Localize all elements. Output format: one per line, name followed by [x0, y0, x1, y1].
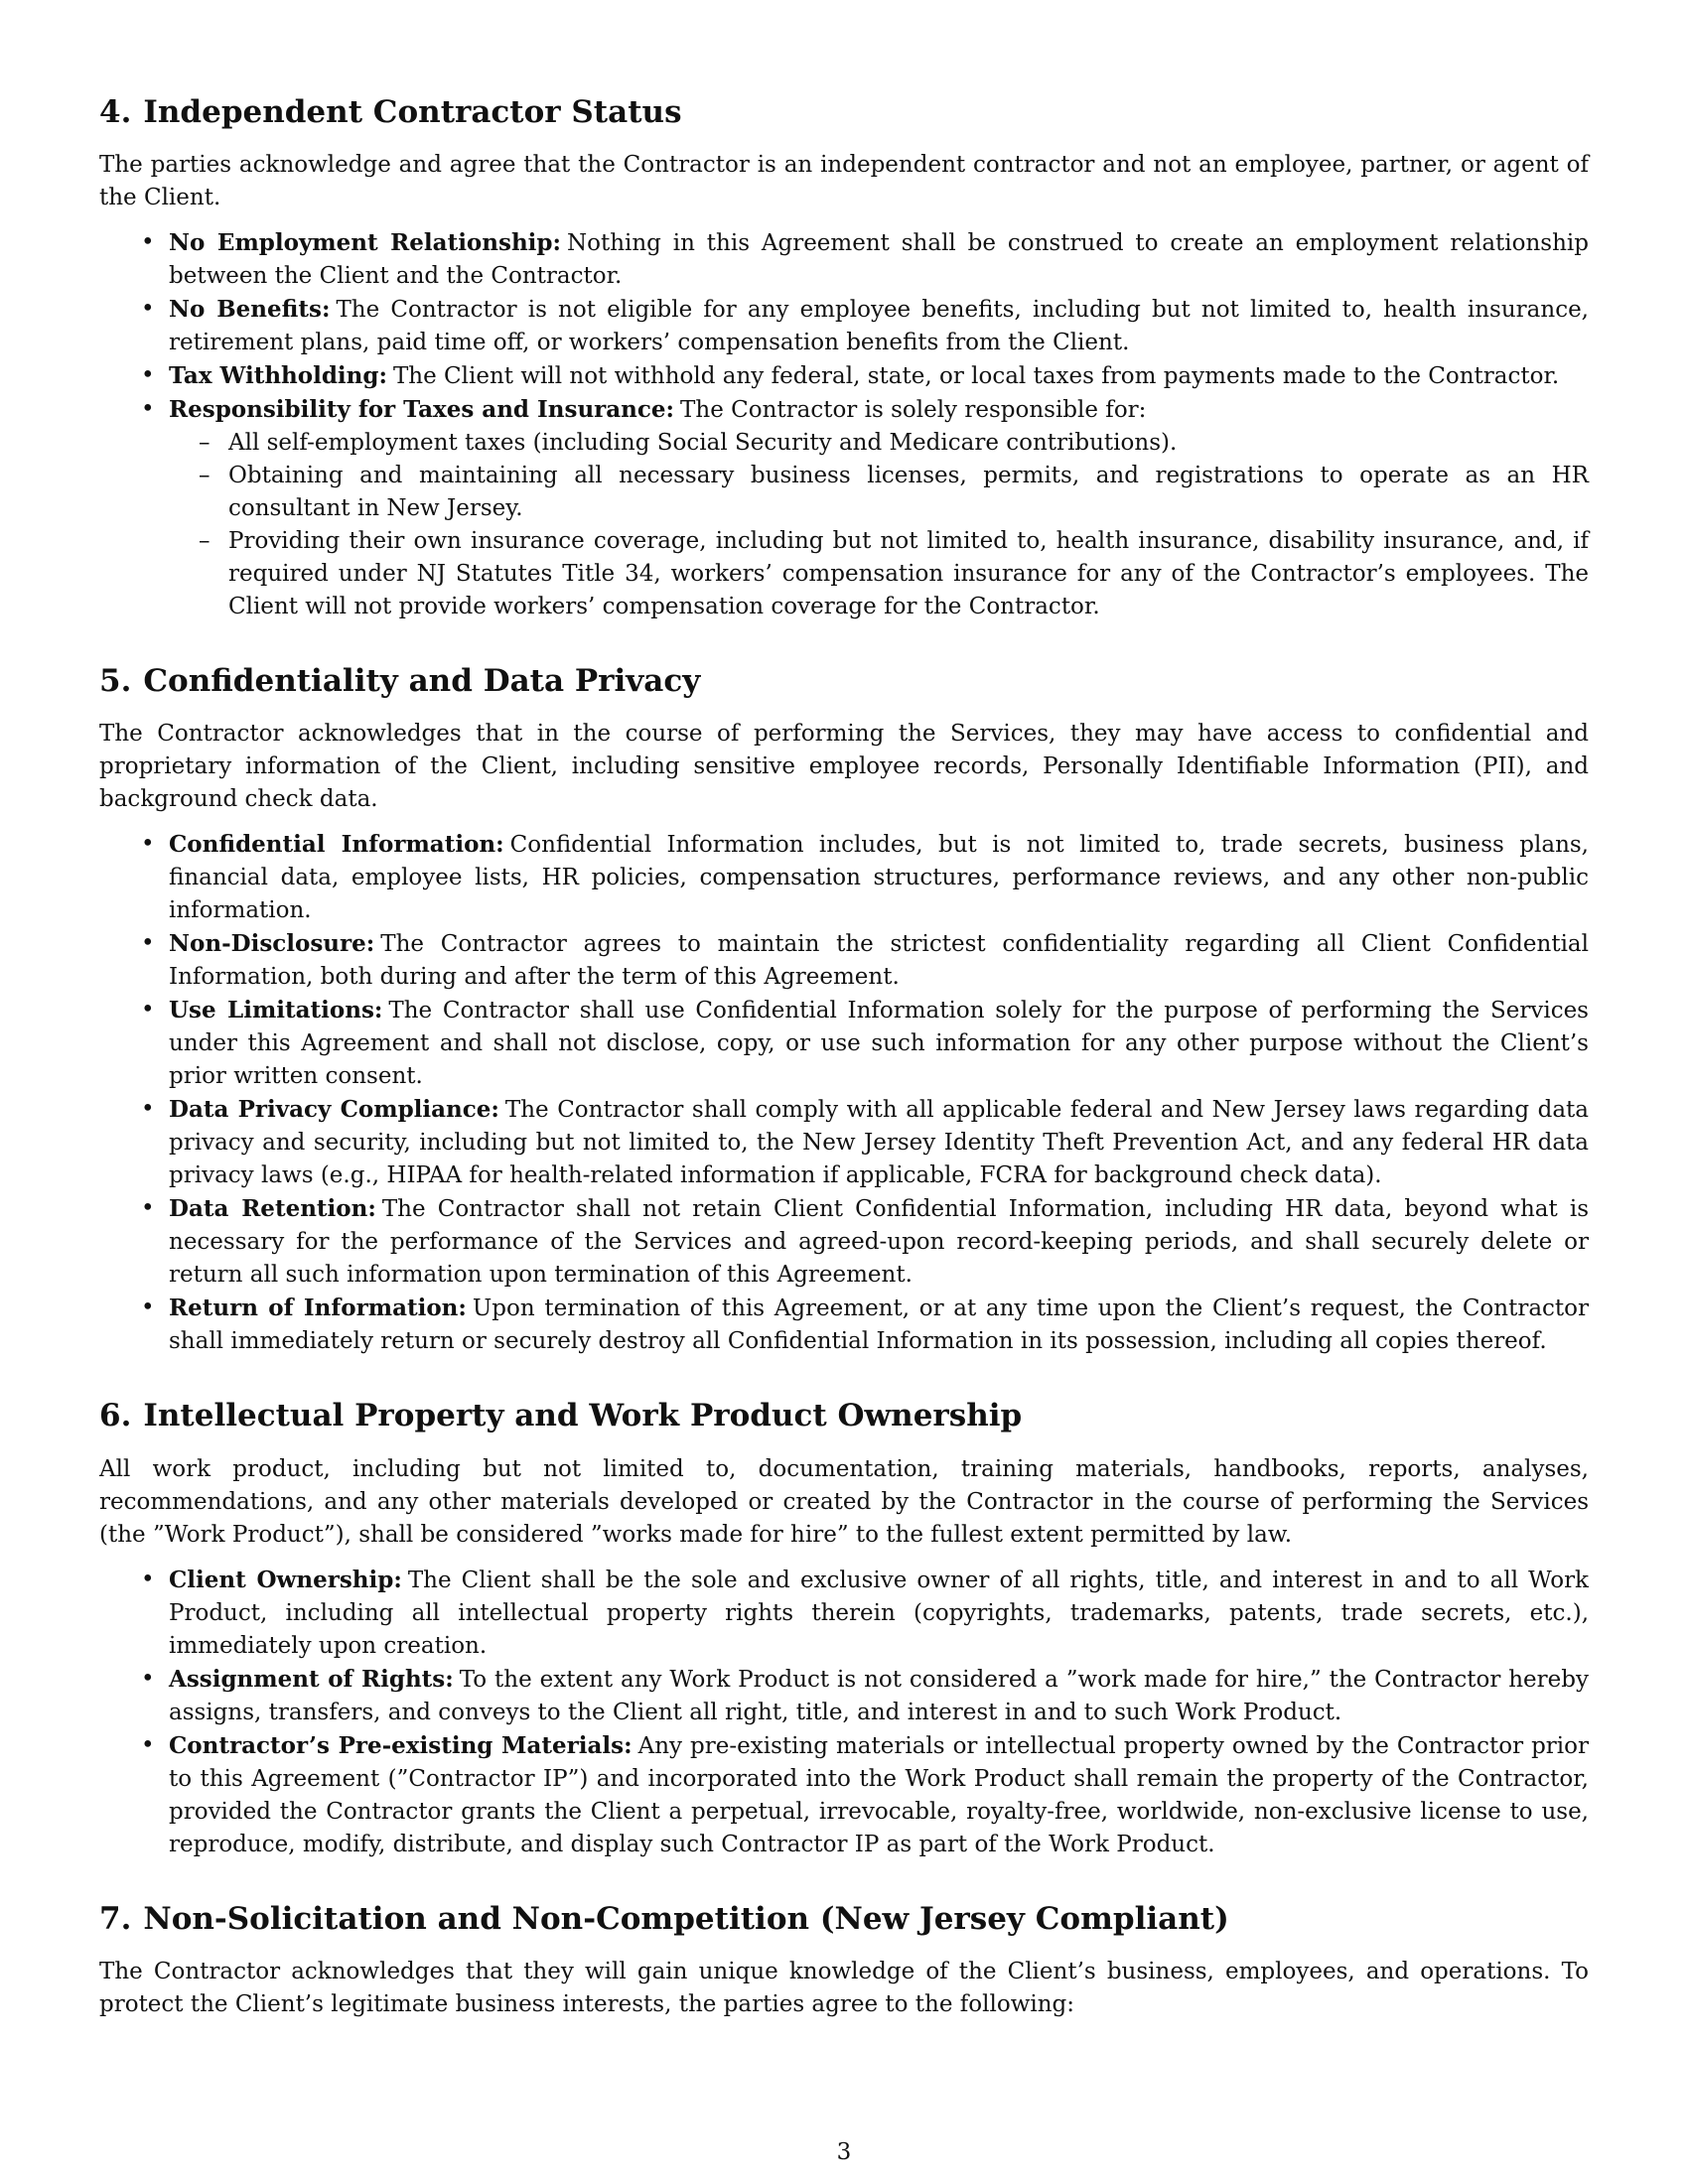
list-item: [169, 1292, 1589, 1358]
item-text: Confidential Information includes, but is not limited to, trade secrets, business plans, financial data, employee lists, HR policies, compensation structures, performance reviews, and any other non-public information.: [169, 832, 1589, 924]
sub-list-item: – Providing their own insurance coverage, including but not limited to, health insurance, disability insurance, and, if required under NJ Statutes Title 34, workers’ compensation insurance for any of the Contractor’s employees. The Client will not provide workers’ compensation coverage for the Contractor.: [228, 525, 1589, 623]
item-text: The Client shall be the sole and exclusive owner of all rights, title, and interest in and to all Work Product, including all intellectual property rights therein (copyrights, trademarks, patents, trade secrets, etc.), immediately upon creation.: [169, 1567, 1589, 1659]
item-text: The Contractor shall use Confidential Information solely for the purpose of performing the Services under this Agreement and shall not disclose, copy, or use such information for any other purpose without the Client’s prior written consent.: [169, 998, 1589, 1090]
item-text: The Contractor shall not retain Client Confidential Information, including HR data, beyond what is necessary for the performance of the Services and agreed-upon record-keeping periods, and shall securely delete or return all such information upon termination of this Agreement.: [169, 1196, 1589, 1289]
sub-list-item: – All self-employment taxes (including Social Security and Medicare contributions).: [228, 427, 1589, 460]
list-item: [169, 927, 1589, 994]
item-text: Any pre-existing materials or intellectual property owned by the Contractor prior to this Agreement (”Contractor IP”) and incorporated into the Work Product shall remain the property of the Contractor, provided the Contractor grants the Client a perpetual, irrevocable, royalty-free, worldwide, non-exclusive license to use, reproduce, modify, distribute, and display such Contractor IP as part of the Work Product.: [169, 1732, 1589, 1857]
item-text: To the extent any Work Product is not considered a ”work made for hire,” the Contractor hereby assigns, transfers, and conveys to the Client all right, title, and interest in and to such Work Product.: [169, 1666, 1589, 1725]
item-text: The Contractor is solely responsible for:: [680, 397, 1147, 424]
section-title: Non-Solicitation and Non-Competition (New Jersey Compliant): [143, 1900, 1229, 1937]
item-term: Use Limitations:: [169, 997, 383, 1024]
list-item: [169, 1093, 1589, 1192]
bullet-list: [99, 226, 1589, 623]
section-intro: The Contractor acknowledges that they will gain unique knowledge of the Client’s business, employees, and operations. To protect the Client’s legitimate business interests, the parties agree to the following:: [99, 1958, 1589, 2017]
item-text: Nothing in this Agreement shall be construed to create an employment relationship between the Client and the Contractor.: [169, 230, 1589, 290]
list-item: [169, 1564, 1589, 1663]
item-text: The Contractor agrees to maintain the strictest confidentiality regarding all Client Confidential Information, both during and after the term of this Agreement.: [169, 931, 1589, 991]
item-term: Data Retention:: [169, 1195, 376, 1223]
section-number: 6.: [99, 1398, 132, 1434]
section-title: Intellectual Property and Work Product Ownership: [143, 1398, 1023, 1434]
list-item: [169, 359, 1589, 393]
section-4: [99, 94, 1589, 623]
list-item: [169, 393, 1589, 623]
section-number: 7.: [99, 1900, 132, 1937]
item-term: Client Ownership:: [169, 1566, 402, 1593]
sub-list: [169, 427, 1589, 623]
section-6: [99, 1398, 1589, 1860]
item-term: Non-Disclosure:: [169, 930, 375, 958]
section-intro: All work product, including but not limited to, documentation, training materials, handbooks, reports, analyses, recommendations, and any other materials developed or created by the Contractor in the course of performing the Services (the ”Work Product”), shall be considered ”works made for hire” to the fullest extent permitted by law.: [99, 1455, 1589, 1548]
item-text: Upon termination of this Agreement, or at any time upon the Client’s request, the Contractor shall immediately return or securely destroy all Confidential Information in its possession, including all copies thereof.: [169, 1296, 1589, 1355]
list-item: [169, 1663, 1589, 1729]
section-heading: [99, 1398, 1589, 1434]
item-text: The Client will not withhold any federal, state, or local taxes from payments made to the Contractor.: [392, 363, 1560, 390]
bullet-list: [99, 1564, 1589, 1861]
item-term: Tax Withholding:: [169, 362, 387, 390]
list-item: [169, 1192, 1589, 1292]
section-title: Independent Contractor Status: [143, 94, 682, 130]
page-number: 3: [836, 2139, 852, 2165]
list-item: [169, 293, 1589, 359]
list-item: [169, 1729, 1589, 1861]
item-term: Responsibility for Taxes and Insurance:: [169, 396, 675, 424]
item-term: Contractor’s Pre-existing Materials:: [169, 1731, 633, 1759]
section-heading: [99, 1901, 1589, 1938]
item-term: Return of Information:: [169, 1295, 467, 1322]
section-5: [99, 663, 1589, 1358]
bullet-list: [99, 828, 1589, 1358]
sub-list-item: – Obtaining and maintaining all necessary business licenses, permits, and registrations to operate as an HR consultant in New Jersey.: [228, 460, 1589, 525]
item-term: Confidential Information:: [169, 831, 504, 859]
document-page: [99, 94, 1589, 2061]
section-title: Confidentiality and Data Privacy: [143, 663, 701, 700]
item-text: The Contractor is not eligible for any employee benefits, including but not limited to, health insurance, retirement plans, paid time off, or workers’ compensation benefits from the Client.: [169, 297, 1589, 356]
section-heading: [99, 663, 1589, 700]
section-intro: The Contractor acknowledges that in the course of performing the Services, they may have access to confidential and proprietary information of the Client, including sensitive employee records, Personally Identifiable Information (PII), and background check data.: [99, 721, 1589, 813]
list-item: [169, 994, 1589, 1093]
section-intro: The parties acknowledge and agree that the Contractor is an independent contractor and not an employee, partner, or agent of the Client.: [99, 152, 1589, 211]
list-item: [169, 828, 1589, 927]
section-7: [99, 1901, 1589, 2021]
item-term: No Employment Relationship:: [169, 229, 561, 257]
item-term: No Benefits:: [169, 296, 331, 324]
item-term: Assignment of Rights:: [169, 1665, 454, 1693]
section-number: 5.: [99, 663, 132, 700]
item-text: The Contractor shall comply with all applicable federal and New Jersey laws regarding data privacy and security, including but not limited to, the New Jersey Identity Theft Prevention Act, and any federal HR data privacy laws (e.g., HIPAA for health-related information if applicable, FCRA for background check data).: [169, 1097, 1590, 1189]
section-number: 4.: [99, 94, 132, 130]
section-heading: [99, 94, 1589, 131]
item-term: Data Privacy Compliance:: [169, 1096, 499, 1124]
list-item: [169, 226, 1589, 293]
